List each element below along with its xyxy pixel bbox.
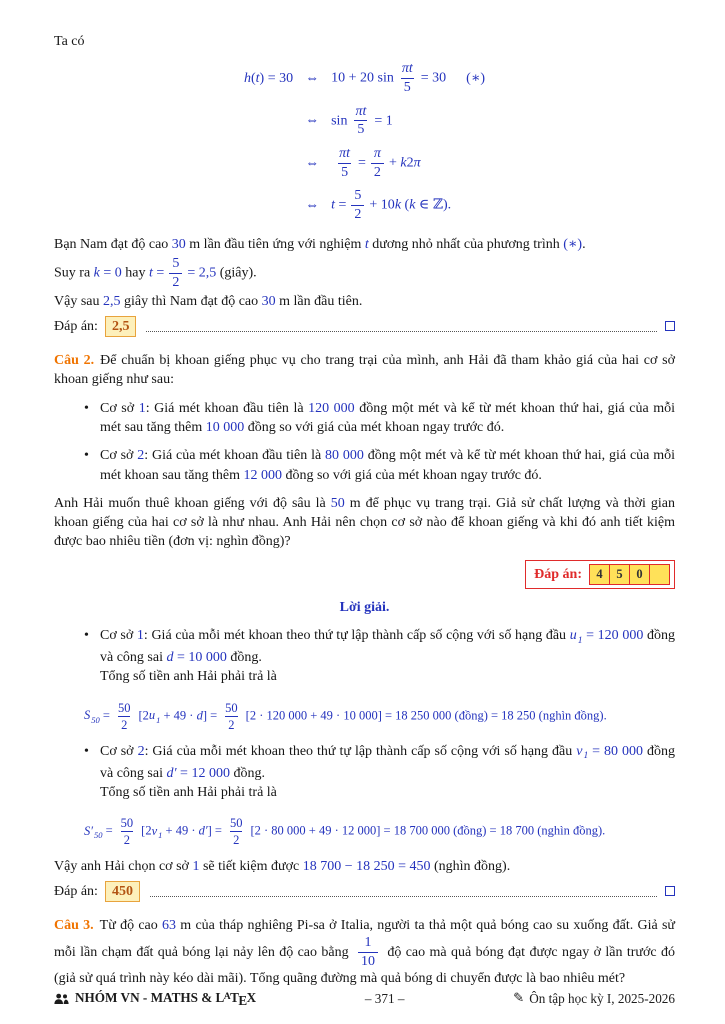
equiv-arrow-1: ⇔ [305,113,320,129]
qed-box-2 [665,886,675,896]
footer-brand [54,989,256,1010]
answer-grid-row [54,560,675,589]
footer-brand-text: NHÓM VN - MATHS & $L^ATEX$ [75,989,257,1008]
para-first-time: Bạn Nam đạt độ cao 30 m lần đầu tiên ứng với nghiệm t dương nhỏ nhất của phương trình (∗). [54,236,586,252]
dotted-leader [146,331,657,332]
answer-grid-label: Đáp án: [534,566,582,582]
answer-cell-3: 0 [629,564,650,585]
para-suy-ra: Suy ra k = 0 hay t = $\frac{5}{2}$ = 2,5 (giây). [54,256,257,290]
derivation-rhs-1: sin $\frac{\pi t}{5}$ = 1 [331,103,393,138]
solution-list [54,626,675,847]
answer-label-2: Đáp án: [54,883,98,899]
answer-cell-2: 5 [609,564,630,585]
bullet-co-so-1: • Cơ sở 1: Giá mét khoan đầu tiên là 120 000 đồng một mét và kể từ mét khoan thứ hai, giá của mỗi mét sau tăng thêm 10 000 đồng so với giá của mét khoan ngay trước đó. [100,399,675,438]
answer-cell-1: 4 [589,564,610,585]
footer-right-text: Ôn tập học kỳ I, 2025-2026 [529,991,675,1007]
derivation-rhs-3: t = $\frac{5}{2}$ + 10k (k ∈ ℤ). [331,188,452,223]
derivation-lhs-0: h(t) = 30 [243,70,294,86]
answer-digit-grid [525,560,675,589]
question-3-heading: Câu 3. [54,917,94,933]
equation-s50: $S_{50}$ = $\frac{50}{2}$ $[2u_1 + 49 \cdot d]$ = $\frac{50}{2}$ [2 · 120 000 + 49 · 10 000] = 18 250 000 (đồng) = 18 250 (nghìn đồng). [84,700,607,732]
question-3 [54,916,675,989]
dotted-leader-2 [150,896,657,897]
question-3-text: Từ độ cao 63 m của tháp nghiêng Pi-sa ở Italia, người ta thả một quả bóng cao su xuống đất. Giả sử mỗi lần chạm đất quả bóng lại nảy lên độ cao bằng $\frac{1}{10}$ độ cao mà quả bóng đạt được ngay ở lần trước đó (giả sử quá trình này kéo dài mãi). Tổng quãng đường mà quả bóng di chuyển được là bao nhiêu mét? [54,917,675,987]
solution-bullet-2-text: Cơ sở 2: Giá của mỗi mét khoan theo thứ tự lập thành cấp số cộng với số hạng đầu $v_1 = 80$ 000 đồng và công sai d′ = 12 000 đồng. [100,743,676,781]
question-2-intro: Để chuẩn bị khoan giếng phục vụ cho trang trại của mình, anh Hải đã tham khảo giá của hai cơ sở khoan giếng như sau: [54,352,675,388]
solution-bullet-1-text: Cơ sở 1: Giá của mỗi mét khoan theo thứ tự lập thành cấp số cộng với số hạng đầu $u_1 = 120$ 000 đồng và công sai d = 10 000 đồng. [100,628,675,666]
footer-right [513,990,675,1008]
solution-bullet-2-line2: Tổng số tiền anh Hải phải trả là [100,784,277,800]
equation-s50-prime: $S'_{50}$ = $\frac{50}{2}$ $[2v_1 + 49 \cdot d']$ = $\frac{50}{2}$ [2 · 80 000 + 49 · 12 000] = 18 700 000 (đồng) = 18 700 (nghìn đồng). [84,816,606,848]
answer-value-box: 2,5 [105,316,137,337]
qed-box [665,321,675,331]
question-2-options [54,399,675,485]
answer-cell-4 [649,564,670,585]
para-vay-sau: Vậy sau 2,5 giây thì Nam đạt độ cao 30 m lần đầu tiên. [54,294,363,310]
solution-bullet-2 [84,742,676,848]
answer-value-box-2: 450 [105,881,140,902]
equiv-arrow-3: ⇔ [305,197,320,213]
bullet-co-so-2: • Cơ sở 2: Giá của mét khoan đầu tiên là 80 000 đồng một mét và kể từ mét khoan thứ hai, giá của mỗi mét khoan sau tăng thêm 12 000 đồng so với giá của mét khoan ngay trước đó. [100,446,675,485]
question-2 [54,351,675,390]
pencil-icon: ✎ [513,991,525,1007]
intro-text: Ta có [54,34,85,49]
question-2-body: Anh Hải muốn thuê khoan giếng với độ sâu là 50 m để phục vụ trang trại. Giả sử chất lượng và thời gian khoan giếng của hai cơ sở là như nhau. Anh Hải nên chọn cơ sở nào để khoan giếng và khi đó anh tiết kiệm được bao nhiêu tiền (đơn vị: nghìn đồng)? [54,495,675,550]
answer-label: Đáp án: [54,318,98,334]
derivation-rhs-0: 10 + 20 sin $\frac{\pi t}{5}$ = 30 (∗) [331,61,485,95]
solution-heading: Lời giải. [339,599,390,615]
answer-line-1 [54,316,675,337]
answer-cells [589,564,670,585]
question-2-heading: Câu 2. [54,352,95,368]
solution-bullet-1 [84,626,675,732]
para-conclusion: Vậy anh Hải chọn cơ sở 1 sẽ tiết kiệm được 18 700 − 18 250 = 450 (nghìn đồng). [54,859,511,875]
solution-bullet-1-line2: Tổng số tiền anh Hải phải trả là [100,669,277,685]
equiv-arrow-2: ⇔ [305,155,320,171]
page-number: – 371 – [364,991,405,1007]
footer [54,989,675,1010]
derivation-rhs-2: $\frac{\pi t}{5}$ = $\frac{\pi}{2}$ + k2π [339,146,421,180]
equiv-arrow-0: ⇔ [305,70,320,86]
document-page [54,32,676,1008]
derivation-block [244,61,485,222]
answer-line-2 [54,881,675,902]
users-icon [54,993,69,1005]
